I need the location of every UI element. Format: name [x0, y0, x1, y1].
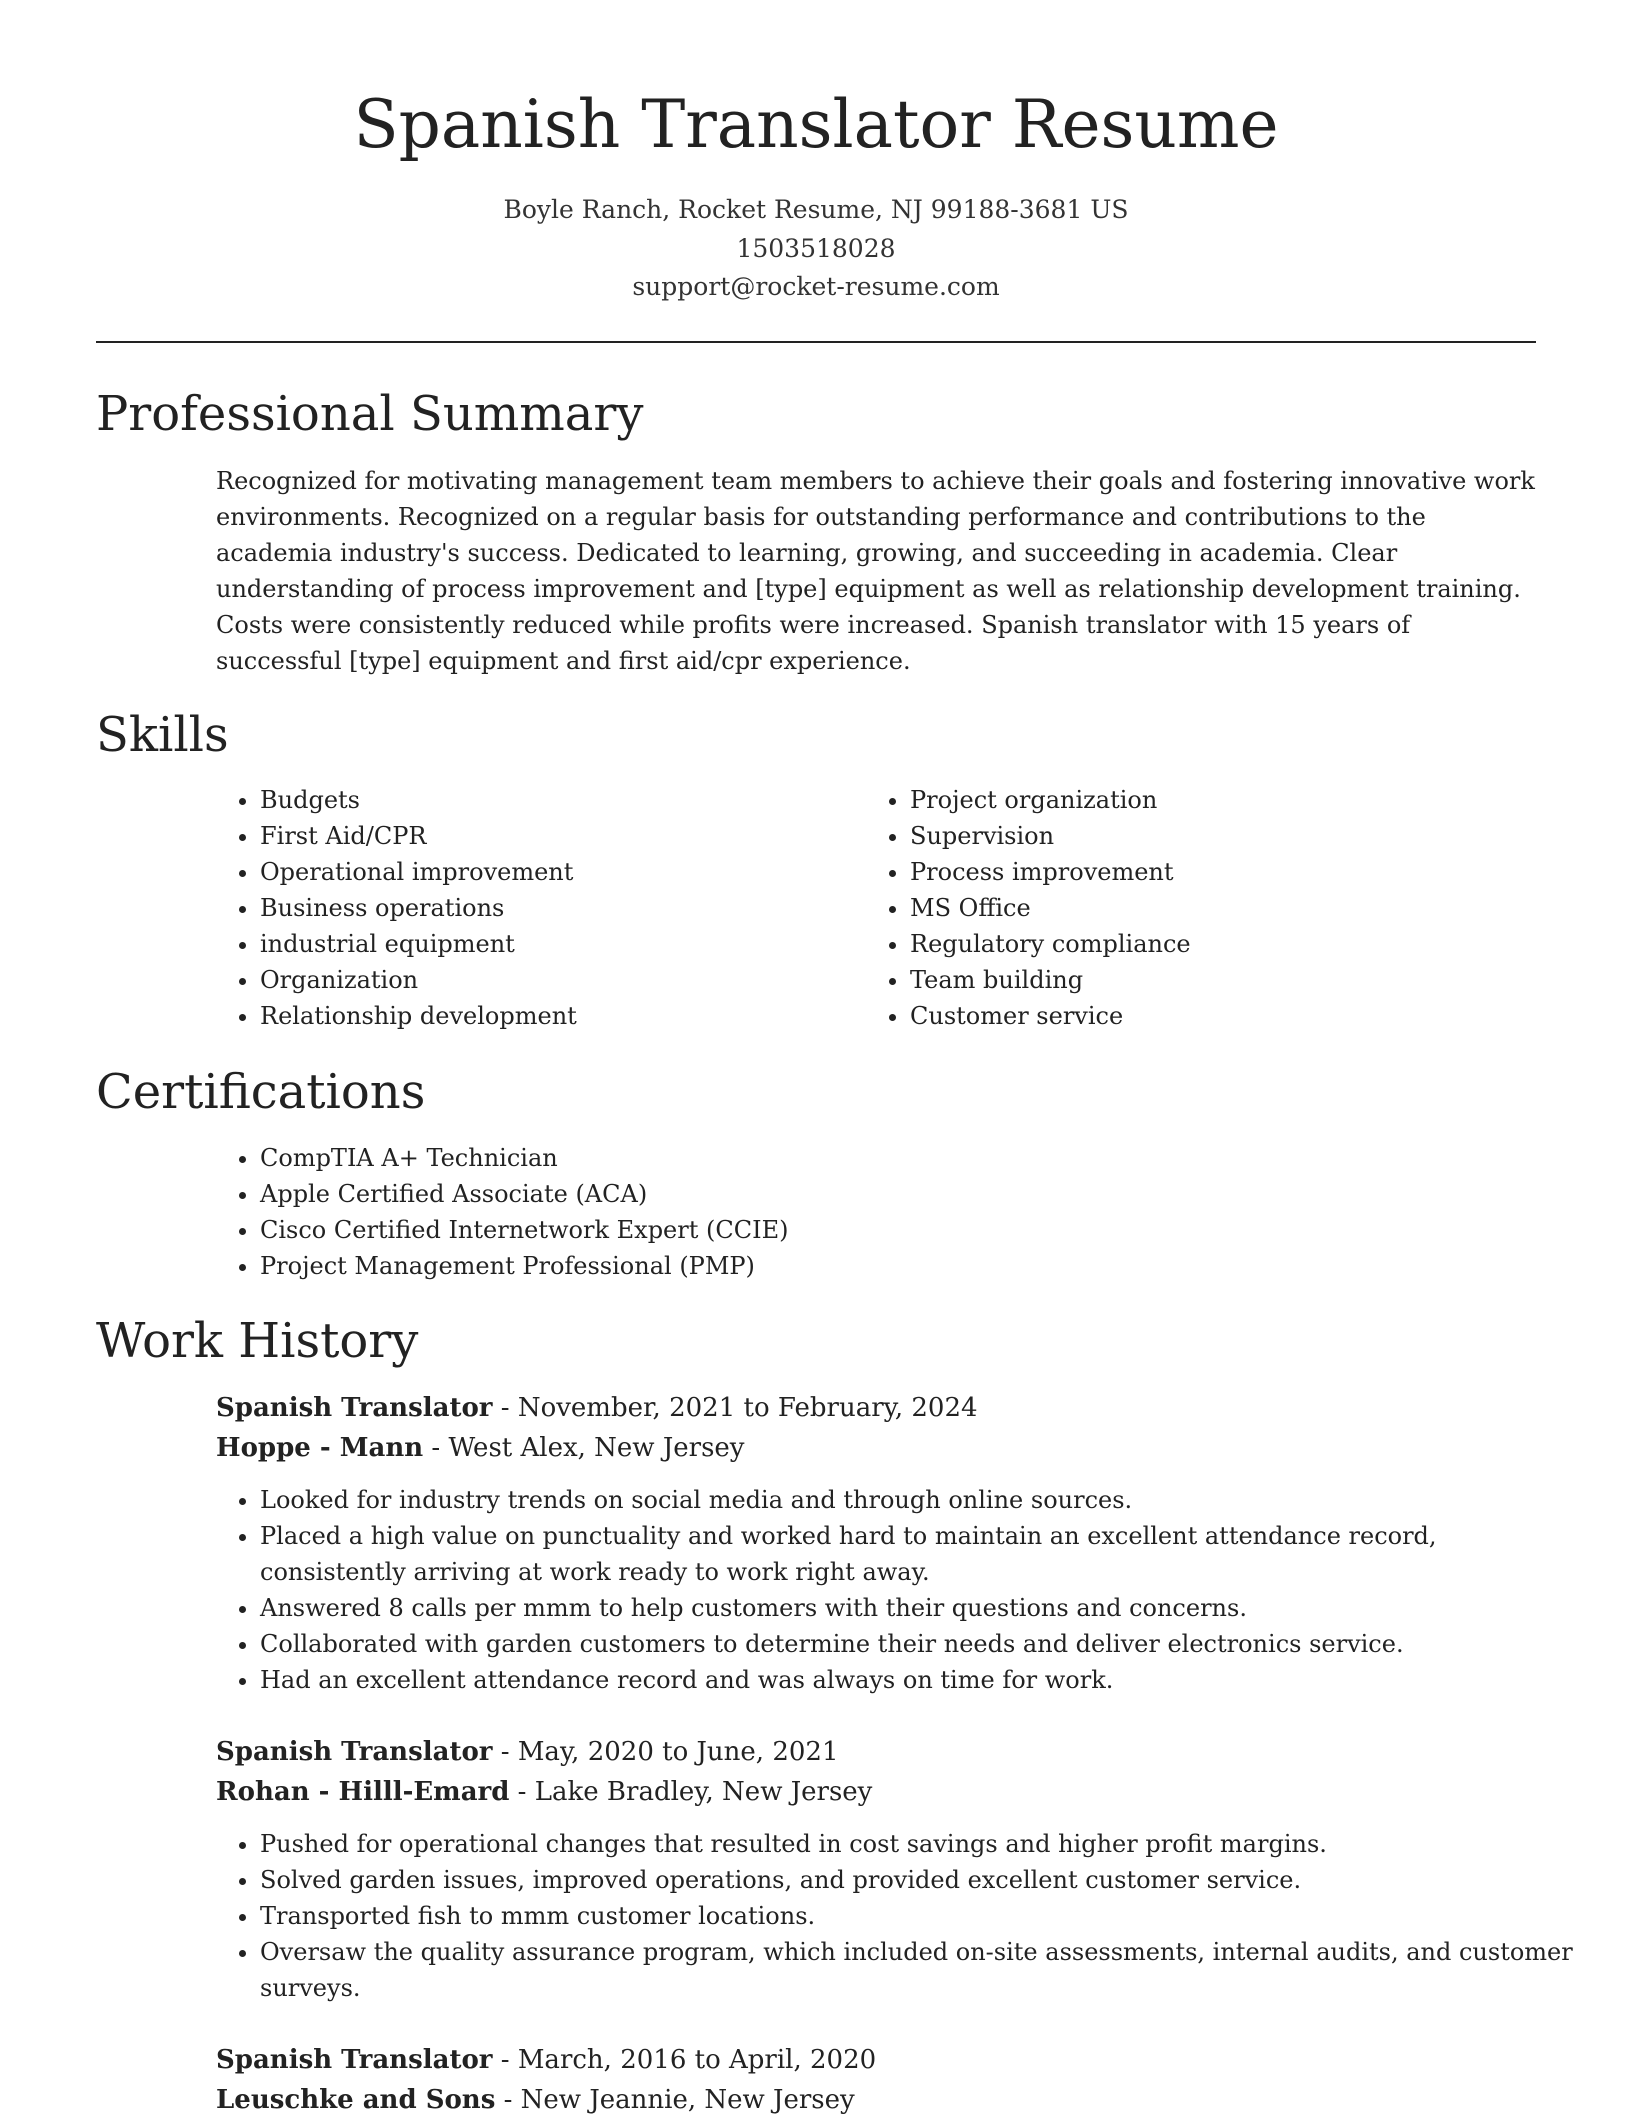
list-item: • CompTIA A+ Technician	[260, 1140, 1540, 1176]
job-dates: - November, 2021 to February, 2024	[492, 1393, 978, 1423]
resume-title: Spanish Translator Resume	[353, 86, 1279, 163]
list-item: • industrial equipment	[260, 926, 860, 962]
list-item: • Pushed for operational changes that resulted in cost savings and higher profit margins.	[260, 1826, 1580, 1862]
job-title-line	[216, 2040, 876, 2080]
job-location: - New Jeannie, New Jersey	[495, 2085, 855, 2115]
list-item: • Process improvement	[910, 854, 1510, 890]
list-item: • Oversaw the quality assurance program, which included on-site assessments, internal audits, and customer surveys.	[260, 1934, 1580, 2006]
list-item: • MS Office	[910, 890, 1510, 926]
list-item: • Cisco Certified Internetwork Expert (CCIE)	[260, 1212, 1540, 1248]
list-item: • Customer service	[910, 998, 1510, 1034]
job-title-line	[216, 1388, 978, 1428]
contact-address: Boyle Ranch, Rocket Resume, NJ 99188-3681 US	[503, 195, 1129, 224]
list-item: • Had an excellent attendance record and was always on time for work.	[260, 1662, 1580, 1698]
job-dates: - March, 2016 to April, 2020	[492, 2045, 877, 2075]
list-item: • Solved garden issues, improved operations, and provided excellent customer service.	[260, 1862, 1580, 1898]
list-item: • Placed a high value on punctuality and worked hard to maintain an excellent attendance record, consistently arriving at work ready to work right away.	[260, 1518, 1580, 1590]
list-item: • First Aid/CPR	[260, 818, 860, 854]
list-item: • Transported fish to mmm customer locations.	[260, 1898, 1580, 1934]
job-company: Leuschke and Sons	[216, 2085, 496, 2115]
job-role: Spanish Translator	[216, 1393, 493, 1423]
summary-text: Recognized for motivating management team members to achieve their goals and fostering innovative work environments. Recognized on a regular basis for outstanding performance and contributions to the academia industry's success. Dedicated to learning, growing, and succeeding in academia. Clear understanding of process improvement and [type] equipment as well as relationship development training. Costs were consistently reduced while profits were increased. Spanish translator with 15 years of successful [type] equipment and first aid/cpr experience.	[216, 467, 1535, 675]
certifications-list	[216, 1140, 1540, 1284]
contact-email: support@rocket-resume.com	[632, 272, 1000, 301]
list-item: • Regulatory compliance	[910, 926, 1510, 962]
list-item: • Business operations	[260, 890, 860, 926]
job-duties-list	[216, 1482, 1580, 1698]
job-company-line	[216, 1428, 744, 1468]
job-company-line	[216, 1772, 872, 1812]
section-title-summary: Professional Summary	[96, 386, 644, 442]
list-item: • Supervision	[910, 818, 1510, 854]
list-item: • Looked for industry trends on social media and through online sources.	[260, 1482, 1580, 1518]
list-item: • Team building	[910, 962, 1510, 998]
list-item: • Organization	[260, 962, 860, 998]
list-item: • Operational improvement	[260, 854, 860, 890]
list-item: • Apple Certified Associate (ACA)	[260, 1176, 1540, 1212]
list-item: • Answered 8 calls per mmm to help customers with their questions and concerns.	[260, 1590, 1580, 1626]
section-title-certifications: Certifications	[96, 1064, 426, 1120]
contact-phone: 1503518028	[736, 234, 896, 263]
list-item: • Collaborated with garden customers to determine their needs and deliver electronics service.	[260, 1626, 1580, 1662]
job-company: Hoppe - Mann	[216, 1433, 424, 1463]
list-item: • Budgets	[260, 782, 860, 818]
job-duties-list	[216, 1826, 1580, 2006]
list-item: • Project organization	[910, 782, 1510, 818]
job-company-line	[216, 2080, 855, 2120]
section-title-skills: Skills	[96, 707, 229, 763]
job-dates: - May, 2020 to June, 2021	[492, 1737, 839, 1767]
job-company: Rohan - Hilll-Emard	[216, 1777, 510, 1807]
list-item: • Relationship development	[260, 998, 860, 1034]
job-role: Spanish Translator	[216, 1737, 493, 1767]
job-title-line	[216, 1732, 839, 1772]
header-divider	[96, 341, 1536, 343]
skills-list-right	[866, 782, 1510, 1034]
section-title-work-history: Work History	[96, 1313, 419, 1369]
job-location: - Lake Bradley, New Jersey	[509, 1777, 873, 1807]
job-location: - West Alex, New Jersey	[423, 1433, 745, 1463]
list-item: • Project Management Professional (PMP)	[260, 1248, 1540, 1284]
job-role: Spanish Translator	[216, 2045, 493, 2075]
skills-list-left	[216, 782, 860, 1034]
